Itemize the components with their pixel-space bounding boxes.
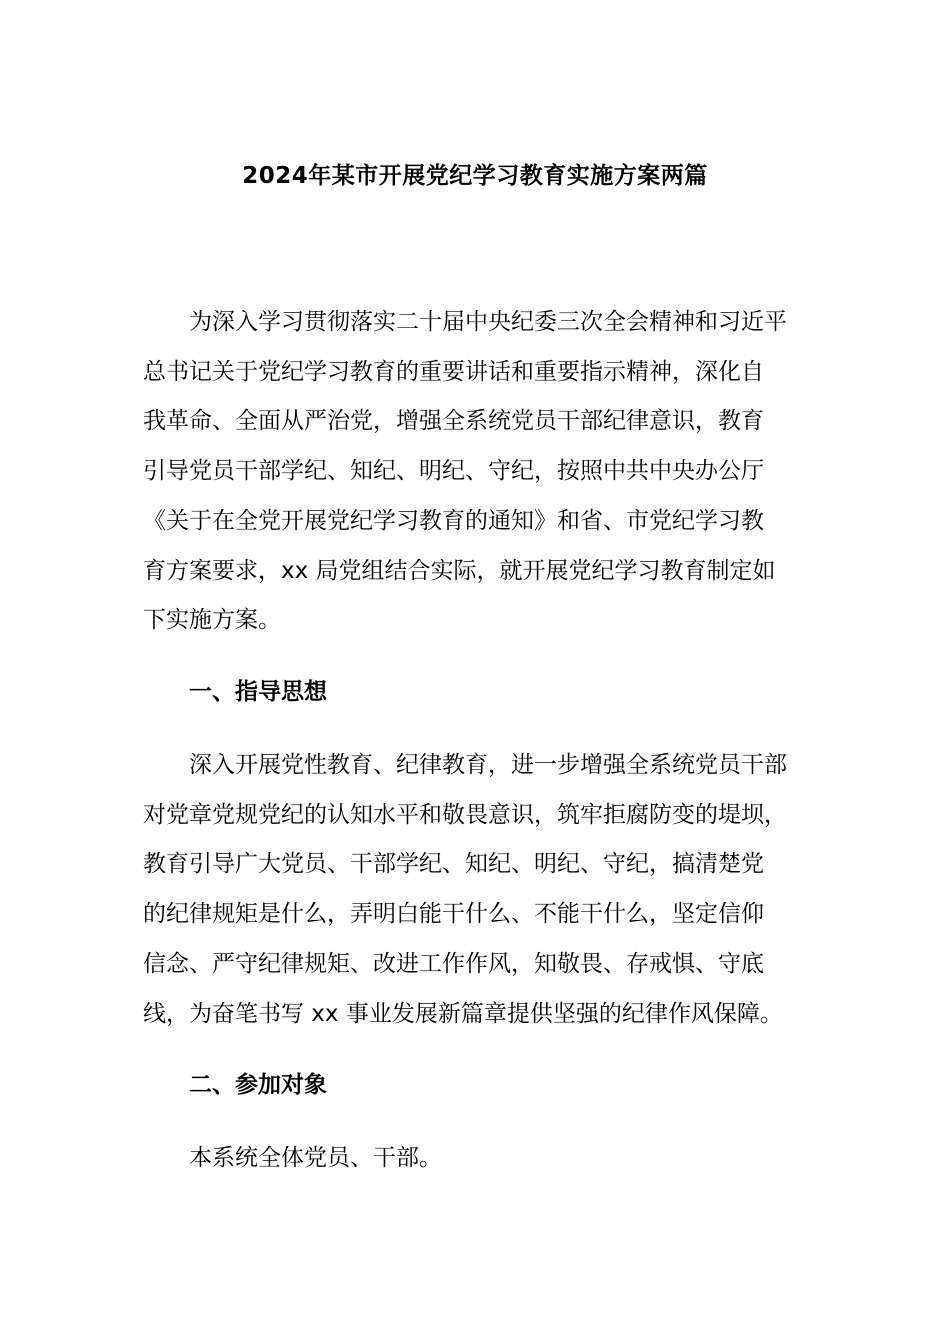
section-heading-participants: 二、参加对象 <box>189 1072 327 1098</box>
paragraph-line: 对党章党规党纪的认知水平和敬畏意识，筑牢拒腐防变的堤坝， <box>143 801 787 828</box>
paragraph-line: 为深入学习贯彻落实二十届中央纪委三次全会精神和习近平 <box>189 309 787 335</box>
section-heading-guiding-ideology: 一、指导思想 <box>189 679 327 705</box>
paragraph-line: 下实施方案。 <box>143 607 281 634</box>
paragraph-line: 信念、严守纪律规矩、改进工作作风，知敬畏、存戒惧、守底 <box>143 950 764 977</box>
paragraph-line: 教育引导广大党员、干部学纪、知纪、明纪、守纪，搞清楚党 <box>143 851 764 878</box>
paragraph-line: 线，为奋笔书写 xx 事业发展新篇章提供坚强的纪律作风保障。 <box>143 1000 783 1027</box>
paragraph-line: 育方案要求，xx 局党组结合实际，就开展党纪学习教育制定如 <box>143 557 776 584</box>
guiding-ideology-paragraph <box>143 741 807 1039</box>
paragraph-line: 的纪律规矩是什么，弄明白能干什么、不能干什么，坚定信仰 <box>143 901 764 928</box>
paragraph-line: 我革命、全面从严治党，增强全系统党员干部纪律意识，教育 <box>143 408 764 435</box>
paragraph-line: 引导党员干部学纪、知纪、明纪、守纪，按照中共中央办公厅 <box>143 458 764 485</box>
document-title: 2024年某市开展党纪学习教育实施方案两篇 <box>242 163 708 189</box>
participants-paragraph: 本系统全体党员、干部。 <box>189 1145 442 1171</box>
paragraph-line: 深入开展党性教育、纪律教育，进一步增强全系统党员干部 <box>189 752 787 778</box>
intro-paragraph <box>143 298 807 646</box>
paragraph-line: 《关于在全党开展党纪学习教育的通知》和省、市党纪学习教 <box>143 507 764 534</box>
paragraph-line: 总书记关于党纪学习教育的重要讲话和重要指示精神，深化自 <box>143 358 764 385</box>
